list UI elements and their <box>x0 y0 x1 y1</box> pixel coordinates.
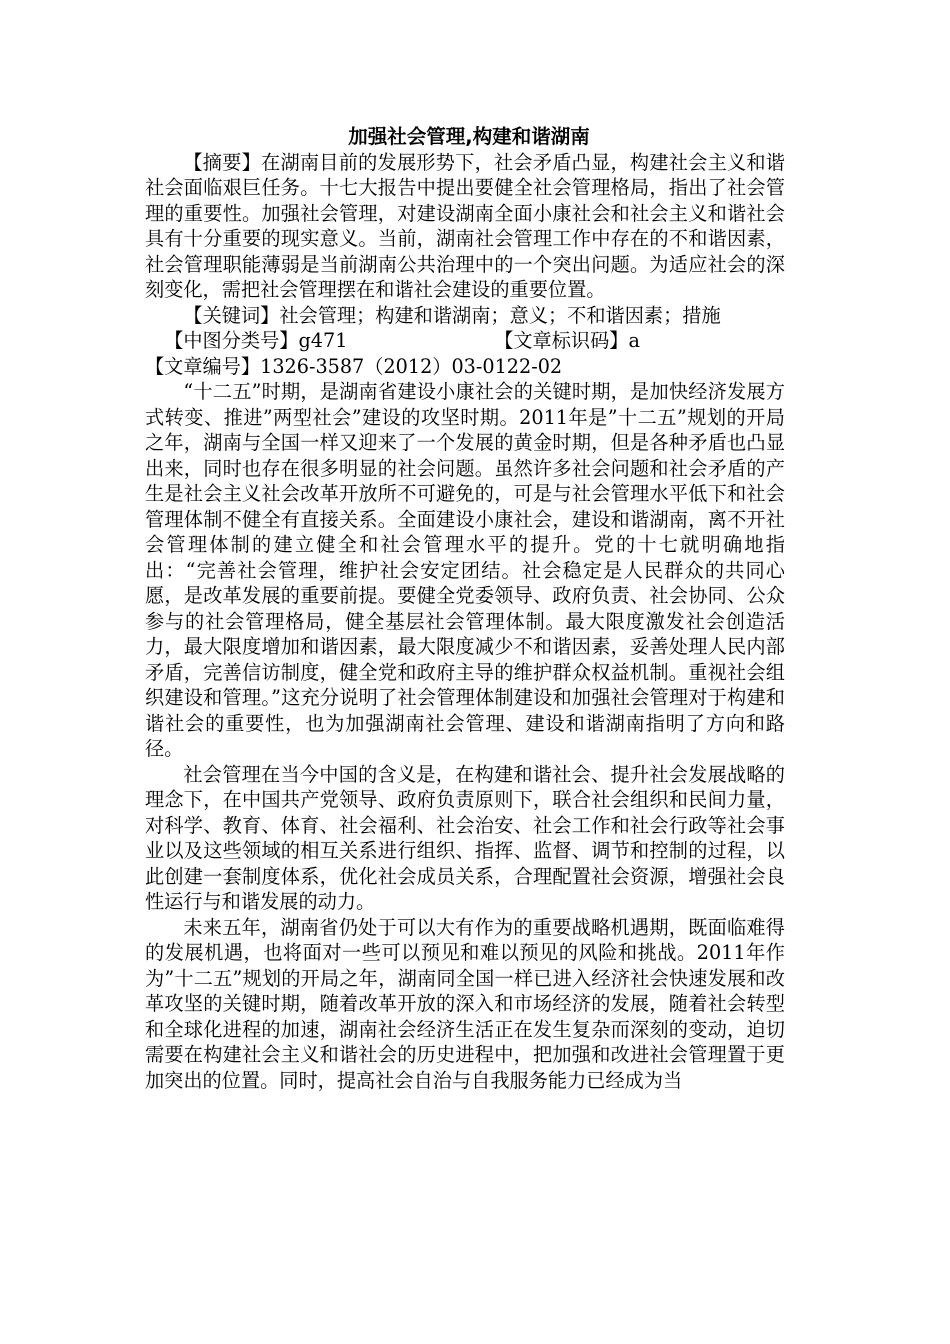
clc-number: 【中图分类号】g471 <box>164 329 348 352</box>
keywords-paragraph: 【关键词】社会管理；构建和谐湖南；意义；不和谐因素；措施 <box>183 303 721 327</box>
body-paragraph-2: 社会管理在当今中国的含义是，在构建和谐社会、提升社会发展战略的理念下，在中国共产党领导、政府负责原则下，联合社会组织和民间力量，对科学、教育、体育、社会福利、社会治安、社会工作和社会行政等社会事业以及这些领域的相互关系进行组织、指挥、监督、调节和控制的过程，以此创建一套制度体系，优化社会成员关系，合理配置社会资源，增强社会良性运行与和谐发展的动力。 <box>145 762 785 913</box>
classification-row <box>145 328 785 354</box>
abstract-paragraph: 【摘要】在湖南目前的发展形势下，社会矛盾凸显，构建社会主义和谐社会面临艰巨任务。十七大报告中提出要健全社会管理格局，指出了社会管理的重要性。加强社会管理，对建设湖南全面小康社会和社会主义和谐社会具有十分重要的现实意义。当前，湖南社会管理工作中存在的不和谐因素，社会管理职能薄弱是当前湖南公共治理中的一个突出问题。为适应社会的深刻变化，需把社会管理摆在和谐社会建设的重要位置。 <box>145 150 785 301</box>
body-paragraph-3: 未来五年，湖南省仍处于可以大有作为的重要战略机遇期，既面临难得的发展机遇，也将面对一些可以预见和难以预见的风险和挑战。2011年作为”十二五”规划的开局之年，湖南同全国一样已进入经济社会快速发展和改革攻坚的关键时期，随着改革开放的深入和市场经济的发展，随着社会转型和全球化进程的加速，湖南社会经济生活正在发生复杂而深刻的变动，迫切需要在构建社会主义和谐社会的历史进程中，把加强和改进社会管理置于更加突出的位置。同时，提高社会自治与自我服务能力已经成为当 <box>145 915 785 1092</box>
body-paragraph-1: “十二五”时期，是湖南省建设小康社会的关键时期，是加快经济发展方式转变、推进”两型社会”建设的攻坚时期。2011年是”十二五”规划的开局之年，湖南与全国一样又迎来了一个发展的黄金时期，但是各种矛盾也凸显出来，同时也存在很多明显的社会问题。虽然许多社会问题和社会矛盾的产生是社会主义社会改革开放所不可避免的，可是与社会管理水平低下和社会管理体制不健全有直接关系。全面建设小康社会，建设和谐湖南，离不开社会管理体制的建立健全和社会管理水平的提升。党的十七就明确地指出：“完善社会管理，维护社会安定团结。社会稳定是人民群众的共同心愿，是改革发展的重要前提。要健全党委领导、政府负责、社会协同、公众参与的社会管理格局，健全基层社会管理体制。最大限度激发社会创造活力，最大限度增加和谐因素，最大限度减少不和谐因素，妥善处理人民内部矛盾，完善信访制度，健全党和政府主导的维护群众权益机制。重视社会组织建设和管理。”这充分说明了社会管理体制建设和加强社会管理对于构建和谐社会的重要性，也为加强湖南社会管理、建设和谐湖南指明了方向和路径。 <box>145 380 785 760</box>
article-number: 【文章编号】1326-3587（2012）03-0122-02 <box>145 354 563 378</box>
document-code: 【文章标识码】a <box>494 329 640 352</box>
document-page <box>145 124 785 1093</box>
document-title: 加强社会管理,构建和谐湖南 <box>348 125 590 148</box>
